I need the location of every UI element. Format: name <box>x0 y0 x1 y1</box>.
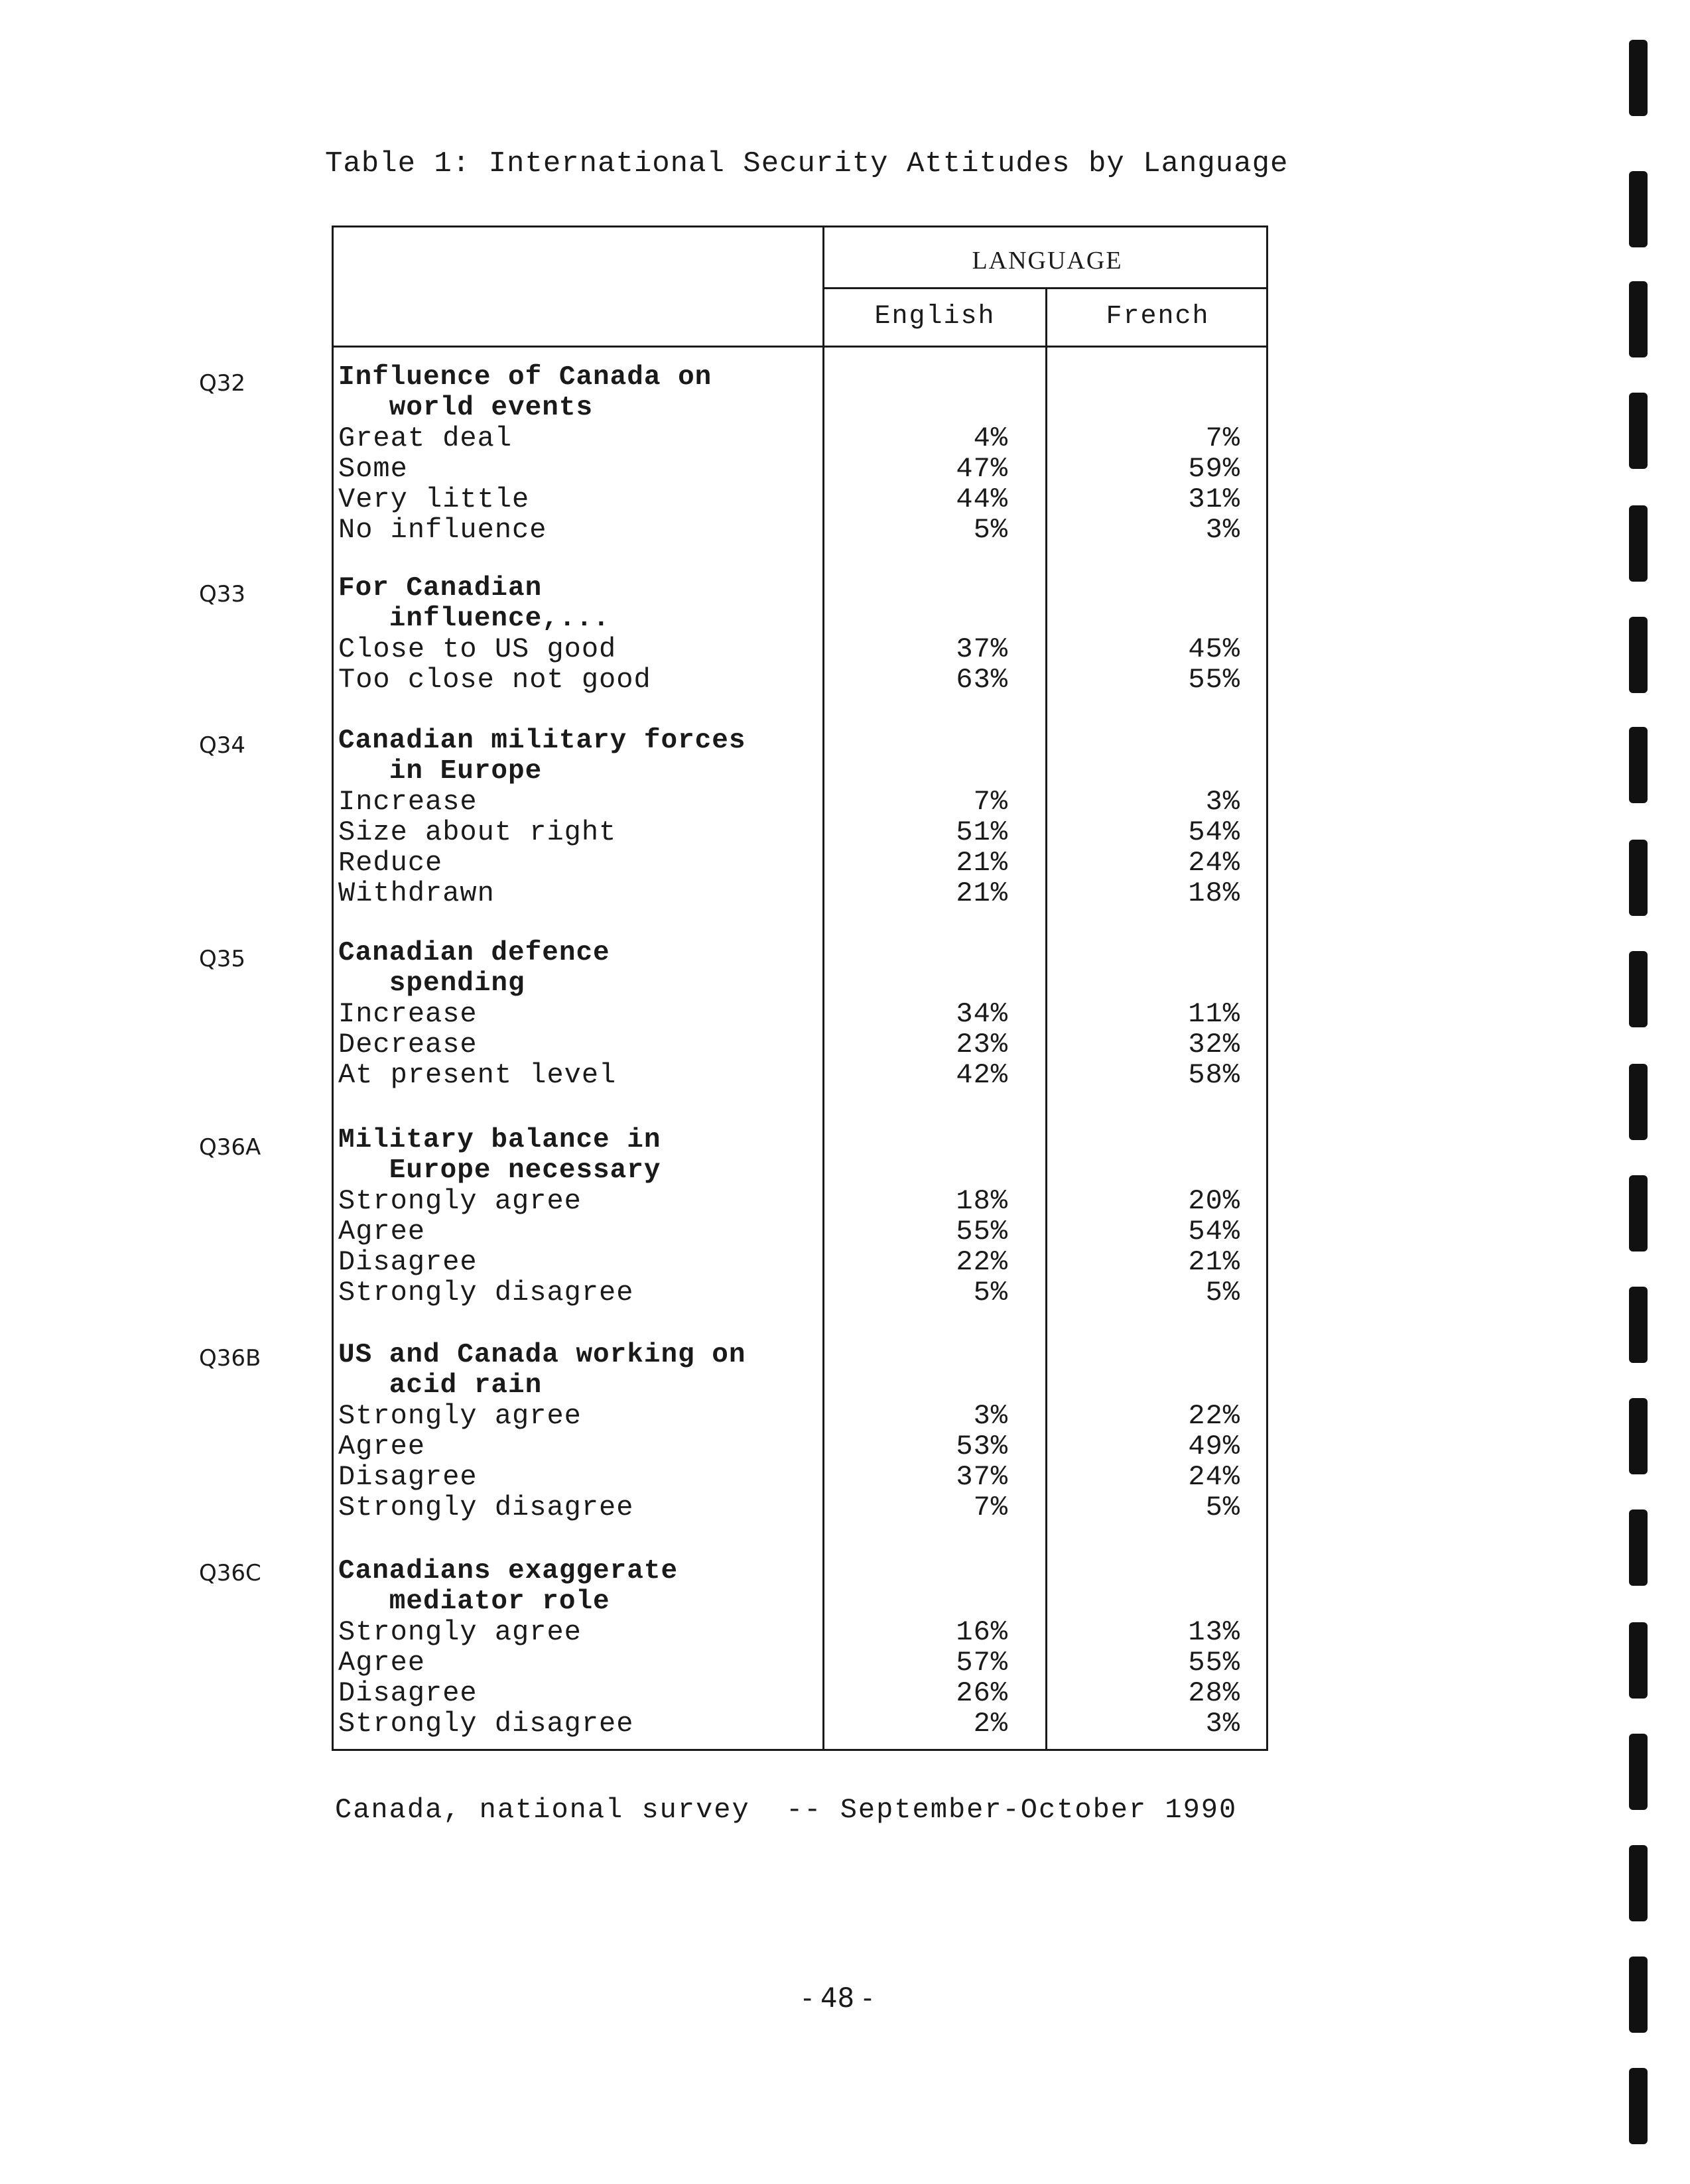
table-row <box>338 454 1267 484</box>
section-title: Canadians exaggerate mediator role <box>338 1556 679 1617</box>
french-value: 3% <box>1205 786 1240 818</box>
table-row <box>338 1186 1267 1216</box>
binding-hole <box>1629 505 1648 582</box>
french-value: 55% <box>1188 664 1240 696</box>
row-label: Strongly agree <box>338 1616 582 1648</box>
row-label: Disagree <box>338 1461 478 1493</box>
french-value: 11% <box>1188 998 1240 1030</box>
page-title: Table 1: International Security Attitudes by Language <box>325 147 1289 180</box>
divider-language-header <box>822 287 1268 289</box>
table-row <box>338 634 1267 665</box>
row-label: Agree <box>338 1431 426 1462</box>
section-title: For Canadian influence,... <box>338 573 610 634</box>
row-label: Some <box>338 453 408 485</box>
binding-hole <box>1629 1622 1648 1699</box>
row-label: Increase <box>338 786 478 818</box>
binding-hole <box>1629 1064 1648 1140</box>
french-value: 49% <box>1188 1431 1240 1462</box>
page-number: - 48 - <box>803 1983 873 2014</box>
column-header-french: French <box>1106 302 1210 332</box>
row-label: Great deal <box>338 422 513 454</box>
section-title: Influence of Canada on world events <box>338 362 712 423</box>
question-code: Q33 <box>199 581 246 608</box>
table-row <box>338 1401 1267 1431</box>
row-label: Disagree <box>338 1246 478 1278</box>
french-value: 58% <box>1188 1059 1240 1091</box>
row-label: Disagree <box>338 1677 478 1709</box>
english-value: 18% <box>956 1185 1008 1217</box>
row-label: Reduce <box>338 847 443 879</box>
row-label: No influence <box>338 514 547 546</box>
french-value: 55% <box>1188 1647 1240 1679</box>
table-row <box>338 848 1267 878</box>
question-code: Q34 <box>199 732 246 759</box>
row-label: Too close not good <box>338 664 651 696</box>
english-value: 2% <box>973 1708 1008 1740</box>
section-title: Canadian defence spending <box>338 938 610 999</box>
french-value: 3% <box>1205 514 1240 546</box>
french-value: 22% <box>1188 1400 1240 1432</box>
divider-column-header <box>334 346 1268 348</box>
english-value: 21% <box>956 877 1008 909</box>
table-row <box>338 817 1267 848</box>
table-row <box>338 999 1267 1029</box>
row-label: Very little <box>338 483 530 515</box>
english-value: 53% <box>956 1431 1008 1462</box>
french-value: 3% <box>1205 1708 1240 1740</box>
french-value: 5% <box>1205 1277 1240 1309</box>
table-row <box>338 1277 1267 1308</box>
table-section <box>338 726 1267 909</box>
row-label: Strongly disagree <box>338 1492 634 1523</box>
binding-hole <box>1629 1845 1648 1921</box>
english-value: 3% <box>973 1400 1008 1432</box>
column-header-english: English <box>874 302 996 332</box>
french-value: 54% <box>1188 1216 1240 1248</box>
row-label: Increase <box>338 998 478 1030</box>
english-value: 47% <box>956 453 1008 485</box>
french-value: 5% <box>1205 1492 1240 1523</box>
row-label: Strongly disagree <box>338 1277 634 1309</box>
question-code: Q32 <box>199 370 246 397</box>
language-group-header: LANGUAGE <box>972 247 1123 275</box>
question-code: Q36B <box>199 1345 261 1372</box>
table-row <box>338 1708 1267 1739</box>
binding-hole <box>1629 171 1648 247</box>
row-label: Strongly agree <box>338 1185 582 1217</box>
row-label: Size about right <box>338 816 617 848</box>
french-value: 20% <box>1188 1185 1240 1217</box>
binding-hole <box>1629 727 1648 803</box>
question-code: Q35 <box>199 946 246 972</box>
english-value: 7% <box>973 786 1008 818</box>
french-value: 18% <box>1188 877 1240 909</box>
binding-hole <box>1629 617 1648 693</box>
table-section <box>338 1340 1267 1523</box>
english-value: 37% <box>956 1461 1008 1493</box>
binding-hole <box>1629 951 1648 1027</box>
table-row <box>338 1647 1267 1678</box>
english-value: 44% <box>956 483 1008 515</box>
table-row <box>338 1678 1267 1708</box>
french-value: 7% <box>1205 422 1240 454</box>
table-section <box>338 938 1267 1090</box>
english-value: 63% <box>956 664 1008 696</box>
english-value: 57% <box>956 1647 1008 1679</box>
table-section <box>338 1556 1267 1739</box>
row-label: Agree <box>338 1647 426 1679</box>
row-label: Strongly disagree <box>338 1708 634 1740</box>
french-value: 45% <box>1188 633 1240 665</box>
english-value: 26% <box>956 1677 1008 1709</box>
row-label: Strongly agree <box>338 1400 582 1432</box>
table-row <box>338 1247 1267 1277</box>
table-row <box>338 1431 1267 1462</box>
table-row <box>338 1029 1267 1060</box>
table-section <box>338 573 1267 695</box>
table-row <box>338 1617 1267 1647</box>
binding-hole <box>1629 1287 1648 1363</box>
french-value: 59% <box>1188 453 1240 485</box>
source-note: Canada, national survey -- September-October 1990 <box>335 1794 1238 1826</box>
french-value: 21% <box>1188 1246 1240 1278</box>
binding-hole <box>1629 40 1648 116</box>
table-row <box>338 423 1267 454</box>
english-value: 21% <box>956 847 1008 879</box>
section-title: US and Canada working on acid rain <box>338 1340 746 1401</box>
binding-hole <box>1629 1957 1648 2033</box>
binding-hole <box>1629 1175 1648 1252</box>
english-value: 7% <box>973 1492 1008 1523</box>
english-value: 22% <box>956 1246 1008 1278</box>
french-value: 54% <box>1188 816 1240 848</box>
english-value: 5% <box>973 1277 1008 1309</box>
table-section <box>338 362 1267 545</box>
english-value: 55% <box>956 1216 1008 1248</box>
table-row <box>338 1060 1267 1090</box>
table-row <box>338 1462 1267 1492</box>
english-value: 51% <box>956 816 1008 848</box>
binding-hole <box>1629 2068 1648 2144</box>
table-row <box>338 787 1267 817</box>
table-row <box>338 878 1267 909</box>
binding-hole <box>1629 1398 1648 1474</box>
table-row <box>338 484 1267 515</box>
binding-hole <box>1629 281 1648 357</box>
row-label: Agree <box>338 1216 426 1248</box>
row-label: Withdrawn <box>338 877 495 909</box>
section-title: Canadian military forces in Europe <box>338 726 746 787</box>
english-value: 16% <box>956 1616 1008 1648</box>
french-value: 32% <box>1188 1029 1240 1060</box>
english-value: 37% <box>956 633 1008 665</box>
english-value: 34% <box>956 998 1008 1030</box>
english-value: 4% <box>973 422 1008 454</box>
section-title: Military balance in Europe necessary <box>338 1125 661 1186</box>
french-value: 31% <box>1188 483 1240 515</box>
question-code: Q36A <box>199 1134 261 1161</box>
binding-hole <box>1629 840 1648 916</box>
english-value: 5% <box>973 514 1008 546</box>
english-value: 23% <box>956 1029 1008 1060</box>
table-row <box>338 515 1267 545</box>
french-value: 24% <box>1188 1461 1240 1493</box>
french-value: 13% <box>1188 1616 1240 1648</box>
question-code: Q36C <box>199 1560 261 1586</box>
french-value: 24% <box>1188 847 1240 879</box>
binding-hole <box>1629 393 1648 469</box>
binding-hole <box>1629 1510 1648 1586</box>
table-row <box>338 1492 1267 1523</box>
table-row <box>338 665 1267 695</box>
row-label: At present level <box>338 1059 617 1091</box>
row-label: Decrease <box>338 1029 478 1060</box>
table-section <box>338 1125 1267 1308</box>
table-row <box>338 1216 1267 1247</box>
binding-hole <box>1629 1734 1648 1810</box>
french-value: 28% <box>1188 1677 1240 1709</box>
row-label: Close to US good <box>338 633 617 665</box>
english-value: 42% <box>956 1059 1008 1091</box>
